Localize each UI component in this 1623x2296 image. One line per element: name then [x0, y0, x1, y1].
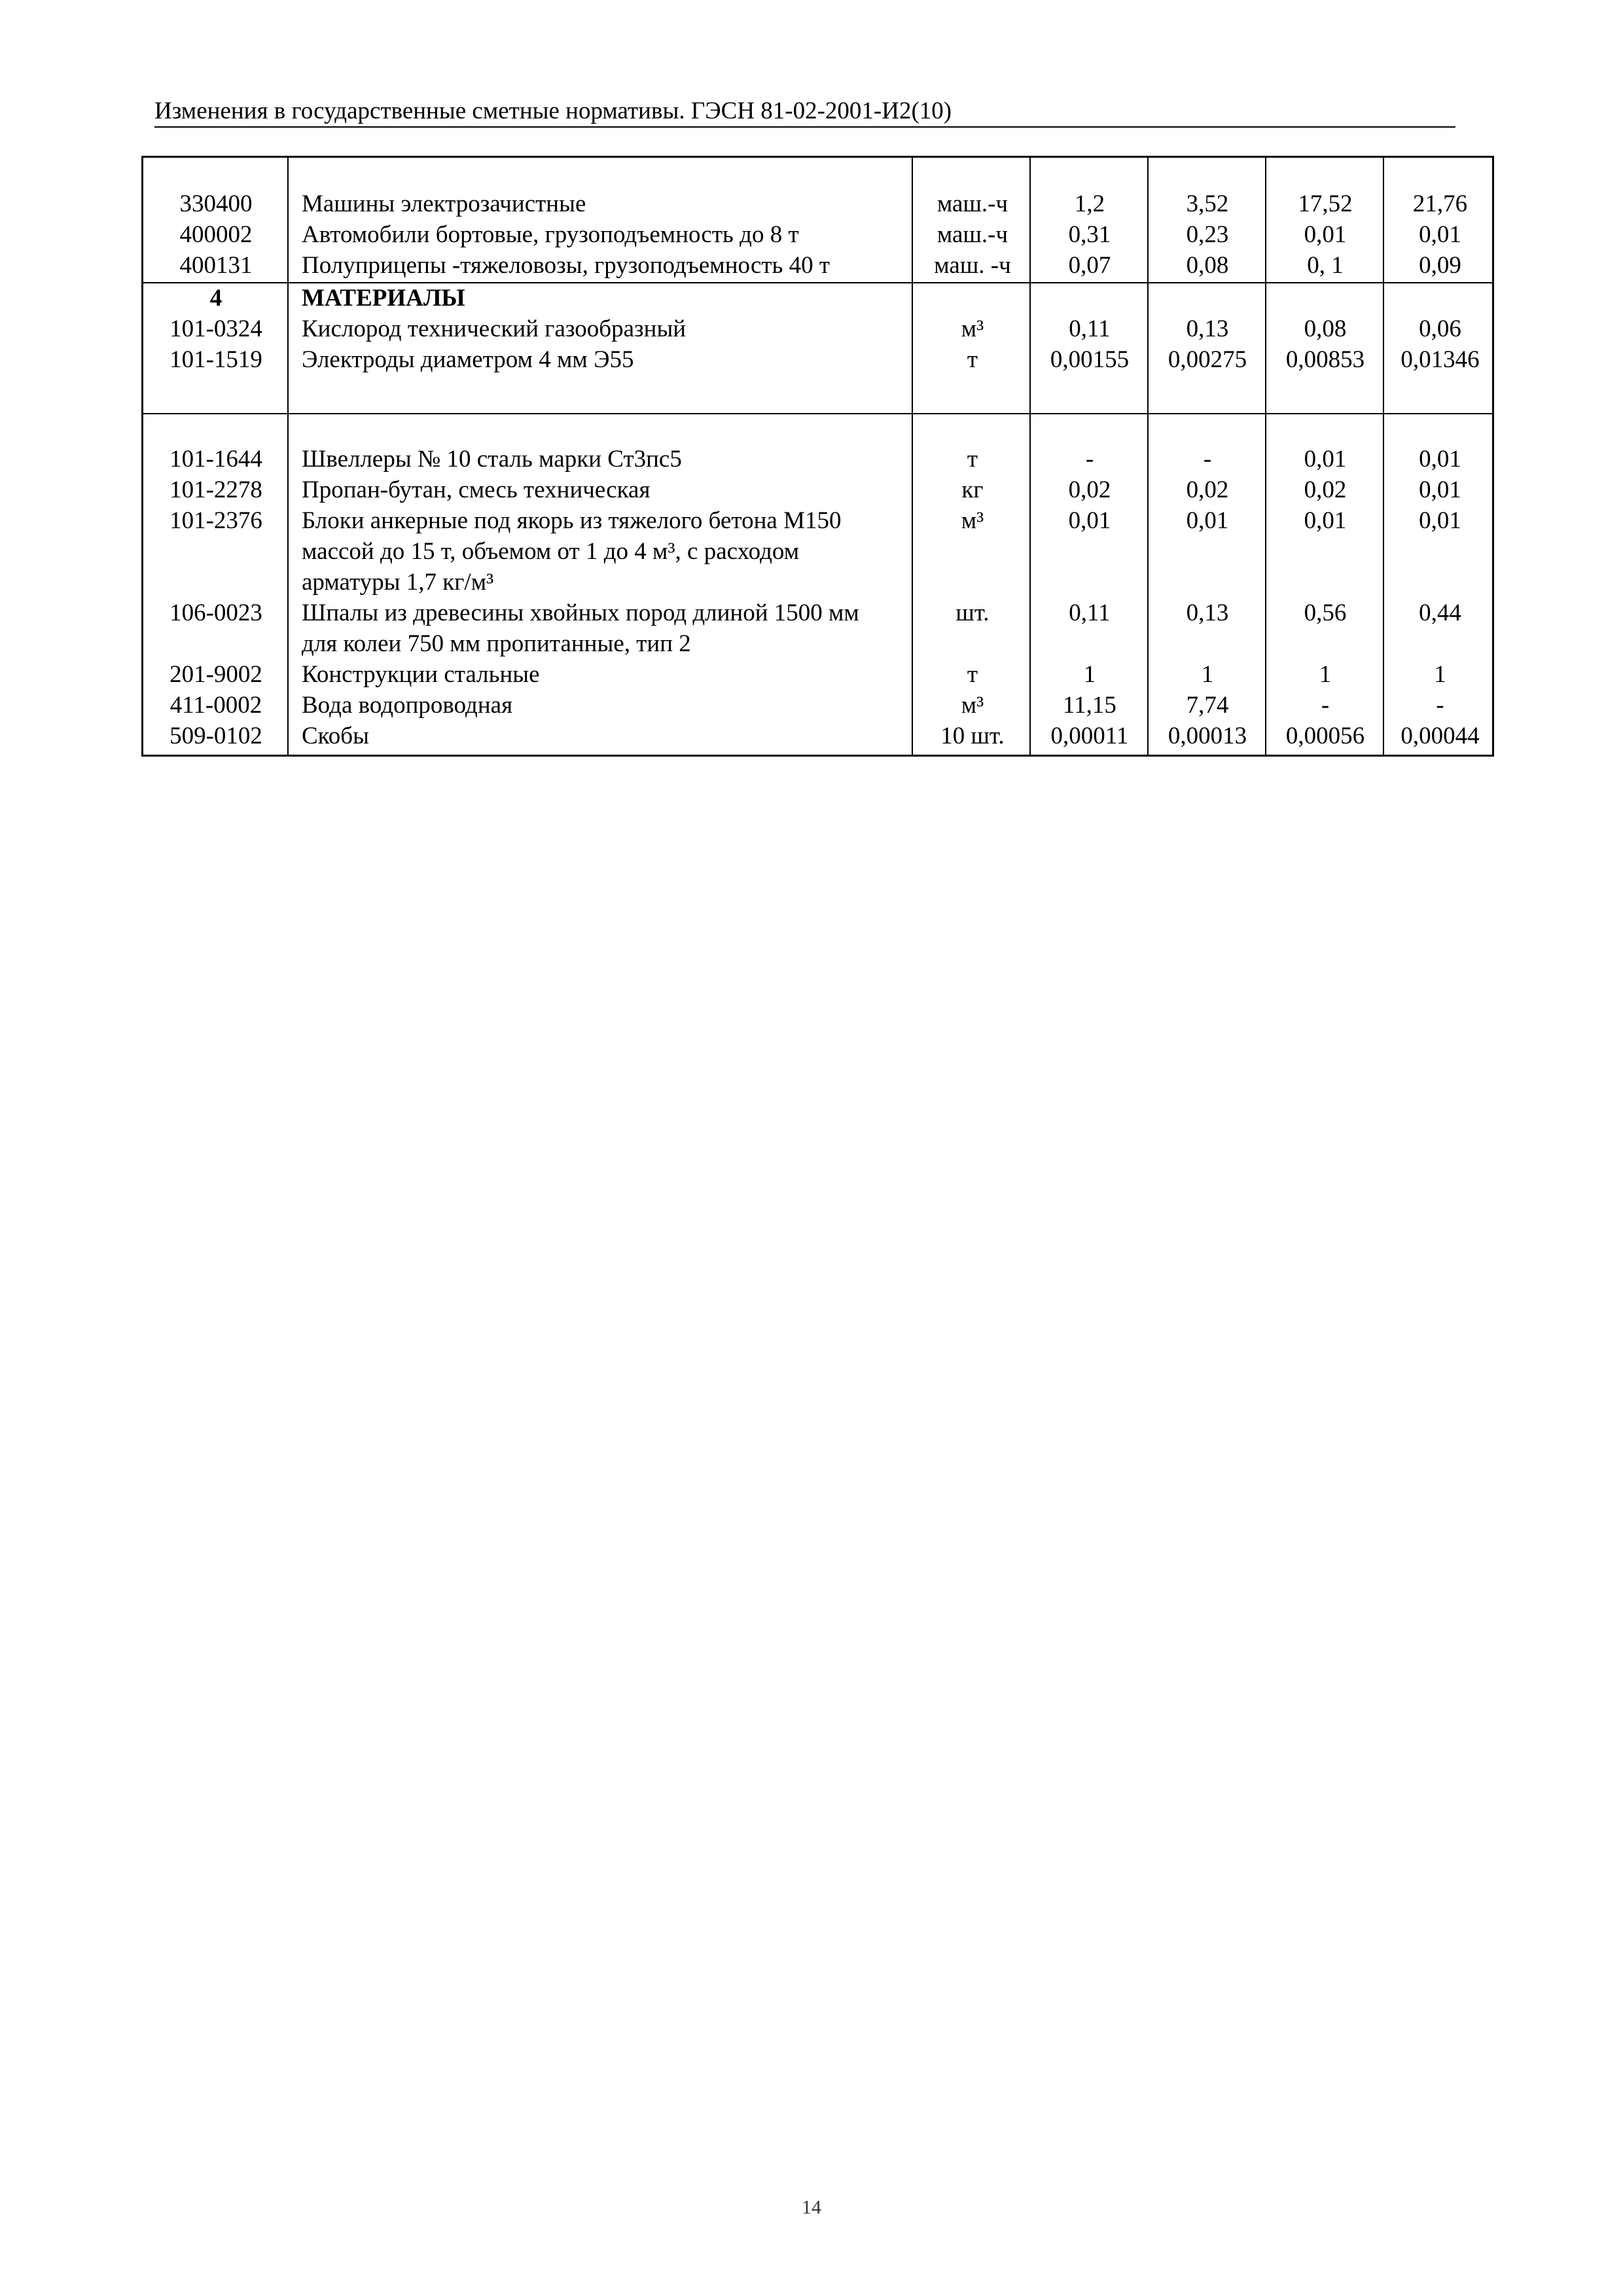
resources-table — [141, 156, 1494, 757]
table-row — [143, 250, 1492, 281]
cell-value-1: 0,11 — [1069, 315, 1111, 342]
cell-name: массой до 15 т, объемом от 1 до 4 м³, с расходом — [302, 538, 800, 565]
page-number: 14 — [802, 2197, 821, 2218]
cell-value-3: 0, 1 — [1307, 252, 1344, 279]
cell-value-4: 0,01 — [1419, 476, 1461, 503]
cell-name: Пропан-бутан, смесь техническая — [302, 476, 651, 503]
cell-value-4: 0,01346 — [1400, 346, 1480, 373]
cell-name: Скобы — [302, 723, 369, 749]
cell-value-1: 1,2 — [1074, 190, 1105, 217]
cell-value-3: 0,01 — [1304, 221, 1347, 248]
cell-code: 201-9002 — [169, 661, 262, 688]
cell-unit: маш.-ч — [936, 221, 1008, 248]
cell-value-1: 11,15 — [1063, 692, 1116, 719]
page-header: Изменения в государственные сметные нормативы. ГЭСН 81-02-2001-И2(10) — [154, 97, 1455, 128]
table-row — [143, 598, 1492, 628]
cell-value-1: 0,00155 — [1050, 346, 1130, 373]
cell-code: 411-0002 — [169, 692, 262, 719]
cell-code: 101-0324 — [169, 315, 262, 342]
cell-value-4: 0,09 — [1419, 252, 1461, 279]
cell-code: 330400 — [179, 190, 253, 217]
cell-name: Машины электрозачистные — [302, 190, 586, 217]
cell-value-1: 0,01 — [1068, 507, 1111, 534]
cell-unit: маш.-ч — [936, 190, 1008, 217]
cell-unit: маш. -ч — [934, 252, 1011, 279]
table-row — [143, 344, 1492, 375]
cell-unit: м³ — [961, 507, 984, 534]
section-number: 4 — [209, 285, 223, 312]
cell-code: 400002 — [179, 221, 253, 248]
table-row — [143, 475, 1492, 505]
cell-code: 101-2278 — [169, 476, 262, 503]
cell-name: Кислород технический газообразный — [302, 315, 687, 342]
cell-value-3: 0,00853 — [1285, 346, 1365, 373]
cell-value-2: 0,02 — [1186, 476, 1229, 503]
cell-value-3: 0,01 — [1304, 507, 1347, 534]
cell-value-4: 21,76 — [1412, 190, 1468, 217]
table-row — [143, 444, 1492, 475]
cell-value-2: 0,08 — [1186, 252, 1229, 279]
cell-name: Швеллеры № 10 сталь марки Ст3пс5 — [302, 446, 682, 473]
cell-value-3: 0,56 — [1304, 600, 1347, 626]
cell-value-4: 0,00044 — [1400, 723, 1480, 749]
cell-value-1: 0,11 — [1069, 600, 1111, 626]
table-row-continuation — [143, 628, 1492, 659]
cell-name: Блоки анкерные под якорь из тяжелого бетона М150 — [302, 507, 842, 534]
cell-value-2: 0,23 — [1186, 221, 1229, 248]
cell-value-4: 0,01 — [1419, 446, 1461, 473]
table-row — [143, 219, 1492, 250]
cell-name: Конструкции стальные — [302, 661, 540, 688]
table-row — [143, 659, 1492, 690]
table-row — [143, 314, 1492, 344]
cell-code: 106-0023 — [169, 600, 262, 626]
cell-unit: м³ — [961, 315, 984, 342]
row-divider — [143, 413, 1492, 414]
cell-unit: м³ — [961, 692, 984, 719]
cell-name: для колеи 750 мм пропитанные, тип 2 — [302, 630, 691, 657]
cell-name: Электроды диаметром 4 мм Э55 — [302, 346, 634, 373]
cell-value-3: 17,52 — [1298, 190, 1353, 217]
table-row — [143, 721, 1492, 751]
cell-unit: т — [967, 446, 978, 473]
cell-code: 509-0102 — [169, 723, 262, 749]
table-row — [143, 188, 1492, 219]
cell-value-2: 0,13 — [1186, 315, 1229, 342]
cell-value-4: - — [1436, 692, 1444, 719]
section-title: МАТЕРИАЛЫ — [302, 285, 465, 312]
cell-value-2: 0,13 — [1186, 600, 1229, 626]
cell-value-1: 1 — [1083, 661, 1096, 688]
cell-name: арматуры 1,7 кг/м³ — [302, 569, 494, 596]
cell-value-2: - — [1203, 446, 1212, 473]
cell-value-3: 1 — [1319, 661, 1332, 688]
cell-name: Вода водопроводная — [302, 692, 513, 719]
cell-value-4: 0,44 — [1419, 600, 1461, 626]
cell-code: 101-1519 — [169, 346, 262, 373]
cell-unit: т — [967, 346, 978, 373]
cell-value-4: 0,06 — [1419, 315, 1461, 342]
cell-code: 400131 — [179, 252, 253, 279]
cell-value-4: 0,01 — [1419, 221, 1461, 248]
cell-value-4: 1 — [1434, 661, 1446, 688]
cell-name: Автомобили бортовые, грузоподъемность до 8 т — [302, 221, 799, 248]
table-row — [143, 505, 1492, 536]
section-heading-row — [143, 283, 1492, 314]
cell-value-2: 0,01 — [1186, 507, 1229, 534]
cell-value-1: 0,07 — [1068, 252, 1111, 279]
cell-value-3: 0,08 — [1304, 315, 1347, 342]
cell-name: Шпалы из древесины хвойных пород длиной 1500 мм — [302, 600, 859, 626]
cell-value-3: 0,00056 — [1285, 723, 1365, 749]
cell-value-2: 0,00275 — [1168, 346, 1247, 373]
cell-value-1: - — [1085, 446, 1094, 473]
cell-unit: 10 шт. — [940, 723, 1005, 749]
cell-value-2: 1 — [1201, 661, 1214, 688]
cell-value-3: 0,01 — [1304, 446, 1347, 473]
cell-unit: кг — [961, 476, 984, 503]
cell-value-2: 3,52 — [1186, 190, 1229, 217]
table-row-continuation — [143, 567, 1492, 598]
cell-unit: шт. — [955, 600, 990, 626]
cell-value-2: 0,00013 — [1168, 723, 1247, 749]
cell-value-1: 0,31 — [1068, 221, 1111, 248]
cell-value-4: 0,01 — [1419, 507, 1461, 534]
table-row-continuation — [143, 536, 1492, 567]
cell-name: Полуприцепы -тяжеловозы, грузоподъемность 40 т — [302, 252, 830, 279]
cell-value-3: - — [1321, 692, 1330, 719]
table-row — [143, 690, 1492, 721]
cell-code: 101-2376 — [169, 507, 262, 534]
cell-unit: т — [967, 661, 978, 688]
cell-code: 101-1644 — [169, 446, 262, 473]
cell-value-1: 0,02 — [1068, 476, 1111, 503]
cell-value-1: 0,00011 — [1050, 723, 1129, 749]
cell-value-2: 7,74 — [1186, 692, 1229, 719]
cell-value-3: 0,02 — [1304, 476, 1347, 503]
